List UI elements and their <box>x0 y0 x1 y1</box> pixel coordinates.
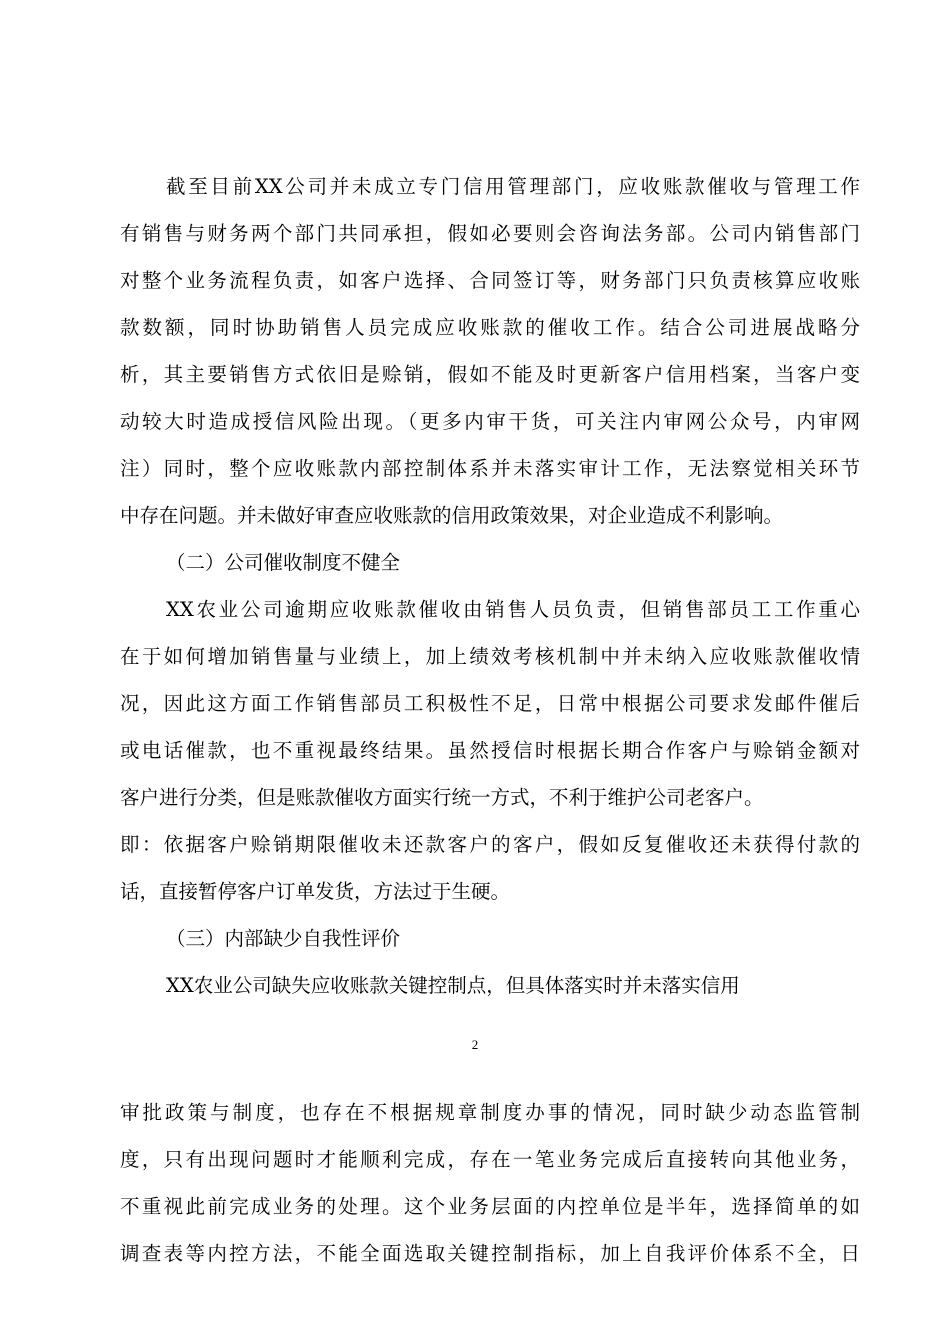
paragraph-1-line-3: 对整个业务流程负责，如客户选择、合同签订等，财务部门只负责核算应收账 <box>120 269 860 292</box>
paragraph-1-line-1: 截至目前XX公司并未成立专门信用管理部门，应收账款催收与管理工作 <box>166 175 860 198</box>
paragraph-2-line-3: 况，因此这方面工作销售部员工积极性不足，日常中根据公司要求发邮件催后 <box>120 692 860 715</box>
paragraph-2-line-7: 话，直接暂停客户订单发货，方法过于生硬。 <box>120 880 511 903</box>
page-2-line-1: 审批政策与制度，也存在不根据规章制度办事的情况，同时缺少动态监管制 <box>120 1101 860 1124</box>
paragraph-2-line-4: 或电话催款，也不重视最终结果。虽然授信时根据长期合作客户与赊销金额对 <box>120 739 860 762</box>
page-2-line-2: 度，只有出现问题时才能顺利完成，存在一笔业务完成后直接转向其他业务， <box>120 1148 860 1171</box>
page-2-line-3: 不重视此前完成业务的处理。这个业务层面的内控单位是半年，选择简单的如 <box>120 1195 860 1218</box>
section-heading-3: （三）内部缺少自我性评价 <box>166 927 401 950</box>
paragraph-1-line-5: 析，其主要销售方式依旧是赊销，假如不能及时更新客户信用档案，当客户变 <box>120 363 860 386</box>
paragraph-2-line-1: XX农业公司逾期应收账款催收由销售人员负责，但销售部员工工作重心 <box>166 598 860 621</box>
paragraph-2-line-6: 即：依据客户赊销期限催收未还款客户的客户，假如反复催收还未获得付款的 <box>120 833 860 856</box>
paragraph-1-line-2: 有销售与财务两个部门共同承担，假如必要则会咨询法务部。公司内销售部门 <box>120 222 860 245</box>
section-heading-2: （二）公司催收制度不健全 <box>166 551 401 574</box>
paragraph-2-line-2: 在于如何增加销售量与业绩上，加上绩效考核机制中并未纳入应收账款催收情 <box>120 645 860 668</box>
paragraph-1-line-7: 注）同时，整个应收账款内部控制体系并未落实审计工作，无法察觉相关环节 <box>120 457 860 480</box>
paragraph-2-line-5: 客户进行分类，但是账款催收方面实行统一方式，不利于维护公司老客户。 <box>120 786 764 809</box>
paragraph-1-line-8: 中存在问题。并未做好审查应收账款的信用政策效果，对企业造成不利影响。 <box>120 504 784 527</box>
paragraph-1-line-6: 动较大时造成授信风险出现。（更多内审干货，可关注内审网公众号，内审网 <box>120 410 860 433</box>
page-2-line-4: 调查表等内控方法，不能全面选取关键控制指标，加上自我评价体系不全，日 <box>120 1242 860 1265</box>
paragraph-3-line-1: XX农业公司缺失应收账款关键控制点，但具体落实时并未落实信用 <box>166 974 740 997</box>
page-number: 2 <box>471 1037 479 1052</box>
paragraph-1-line-4: 款数额，同时协助销售人员完成应收账款的催收工作。结合公司进展战略分 <box>120 316 860 339</box>
